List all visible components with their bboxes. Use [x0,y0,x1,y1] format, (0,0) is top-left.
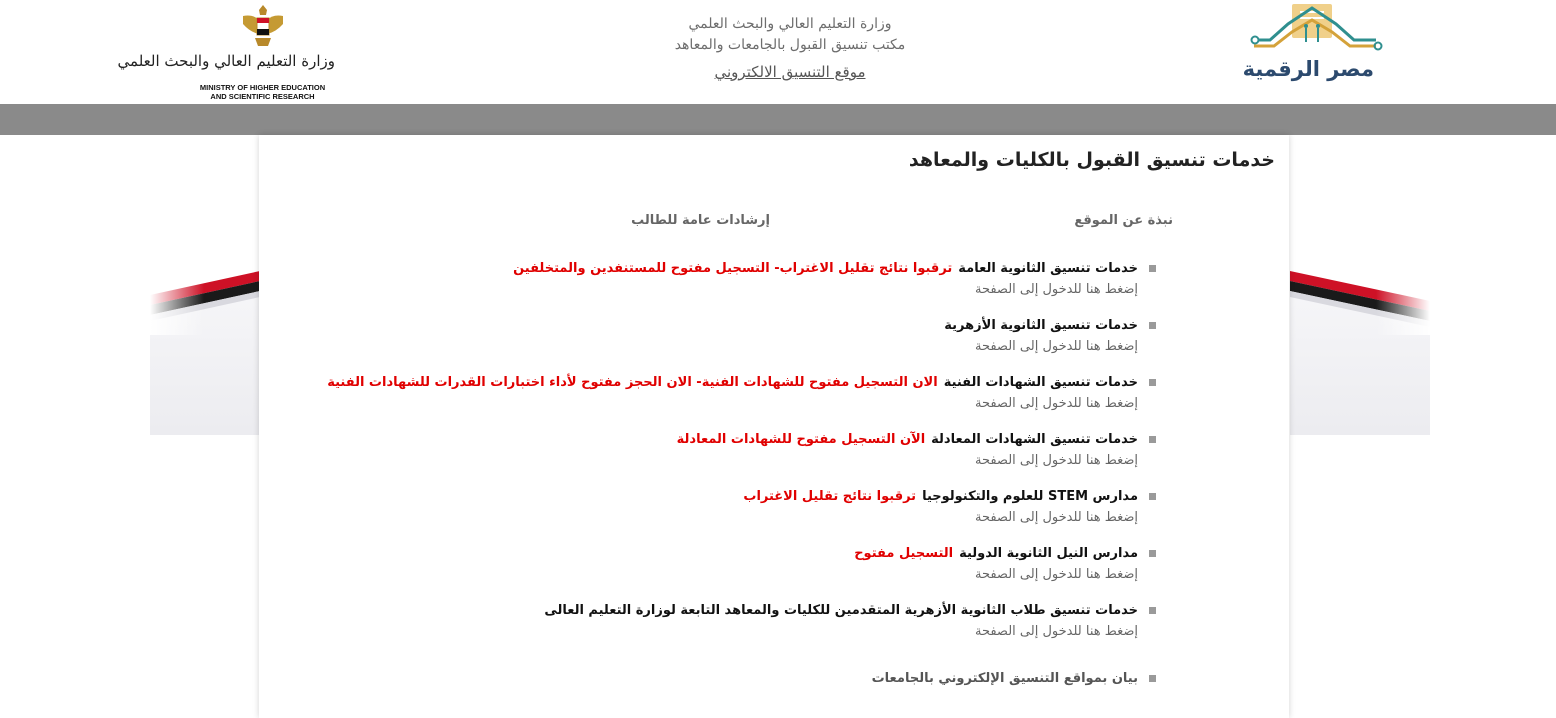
service-name: مدارس STEM للعلوم والتكنولوجيا [922,488,1138,504]
bullet-icon [1149,493,1156,500]
digital-egypt-icon [1248,2,1384,58]
ministry-logo[interactable] [117,2,335,101]
service-alert: ترقبوا نتائج تقليل الاغتراب- التسجيل مفتوح للمستنفدين والمتخلفين [513,260,953,276]
service-item-azhar-secondary [256,315,1156,372]
service-name: خدمات تنسيق الشهادات المعادلة [931,431,1138,447]
bullet-icon [1149,607,1156,614]
service-enter-link[interactable]: إضغط هنا للدخول إلى الصفحة [974,567,1138,582]
service-enter-link[interactable]: إضغط هنا للدخول إلى الصفحة [974,339,1138,354]
service-alert: الان التسجيل مفتوح للشهادات الفنية- الان الحجز مفتوح لأداء اختبارات القدرات للشهادات الفنية [327,374,938,390]
service-name: مدارس النيل الثانوية الدولية [959,545,1138,561]
ministry-english-line2: AND SCIENTIFIC RESEARCH [210,92,315,101]
service-item-equivalent-certificates [256,429,1156,486]
service-enter-link[interactable]: إضغط هنا للدخول إلى الصفحة [974,453,1138,468]
navigation-bar [0,104,1556,135]
service-enter-link[interactable]: إضغط هنا للدخول إلى الصفحة [974,282,1138,297]
service-name: خدمات تنسيق طلاب الثانوية الأزهرية المتقدمين للكليات والمعاهد التابعة لوزارة التعليم العالى [544,602,1138,618]
university-sites-link[interactable] [872,671,1156,686]
service-name: خدمات تنسيق الثانوية العامة [958,260,1138,276]
ministry-english-name [190,83,335,101]
bullet-icon [1149,436,1156,443]
university-sites-label: بيان بمواقع التنسيق الإلكتروني بالجامعات [871,671,1138,686]
bullet-icon [1149,265,1156,272]
service-alert: ترقبوا نتائج تقليل الاغتراب [743,488,917,504]
site-header [0,0,1556,104]
service-name: خدمات تنسيق الشهادات الفنية [943,374,1138,390]
student-guidelines-link[interactable]: إرشادات عامة للطالب [631,213,770,228]
service-name: خدمات تنسيق الثانوية الأزهرية [944,317,1138,333]
bullet-icon [1149,675,1156,682]
service-enter-link[interactable]: إضغط هنا للدخول إلى الصفحة [974,624,1138,639]
about-site-link[interactable]: نبذة عن الموقع [1074,213,1173,228]
egypt-eagle-icon [241,2,285,50]
service-item-technical-certificates [256,372,1156,429]
service-enter-link[interactable]: إضغط هنا للدخول إلى الصفحة [974,396,1138,411]
service-enter-link[interactable]: إضغط هنا للدخول إلى الصفحة [974,510,1138,525]
service-item-general-secondary [256,258,1156,315]
services-list [256,258,1156,657]
page-title: خدمات تنسيق القبول بالكليات والمعاهد [908,149,1275,171]
bullet-icon [1149,550,1156,557]
office-title: مكتب تنسيق القبول بالجامعات والمعاهد [674,37,906,53]
ministry-title: وزارة التعليم العالي والبحث العلمي [688,16,892,32]
digital-egypt-label: مصر الرقمية [1242,57,1374,81]
service-item-azhar-higher-education [256,600,1156,657]
bullet-icon [1149,379,1156,386]
service-alert: الآن التسجيل مفتوح للشهادات المعادلة [676,431,926,447]
services-panel [259,135,1289,718]
ministry-english-line1: MINISTRY OF HIGHER EDUCATION [199,83,326,92]
ministry-arabic-name: وزارة التعليم العالي والبحث العلمي [117,52,335,70]
site-home-link[interactable]: موقع التنسيق الالكتروني [714,63,866,81]
digital-egypt-logo[interactable] [1242,2,1384,98]
service-alert: التسجيل مفتوح [854,545,954,561]
header-titles [620,14,960,84]
bullet-icon [1149,322,1156,329]
service-item-stem-schools [256,486,1156,543]
service-item-nile-schools [256,543,1156,600]
